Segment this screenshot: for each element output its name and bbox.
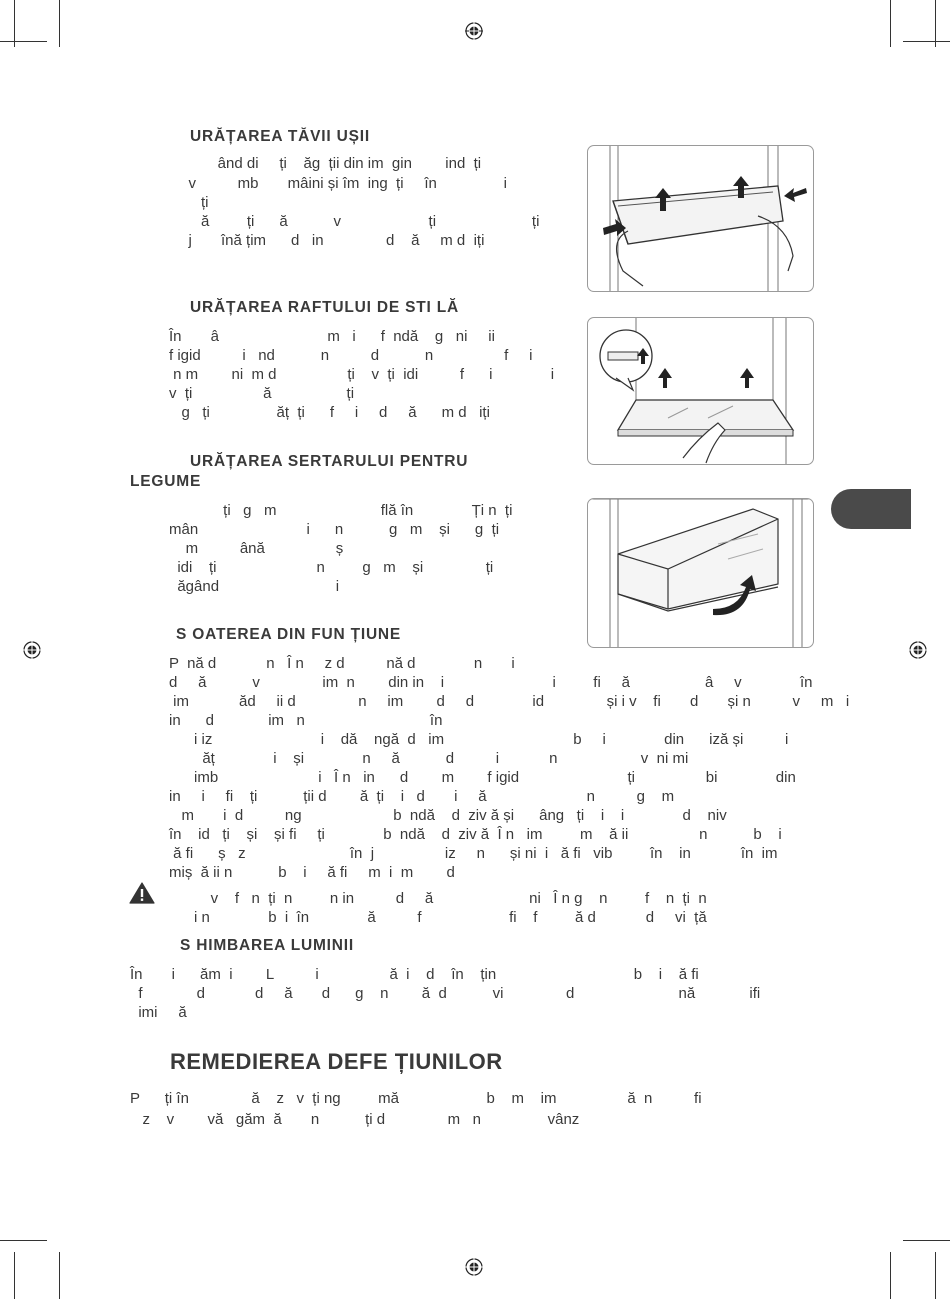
section-heading: S OATEREA DIN FUN ȚIUNE [176,626,402,643]
paragraph-line: m ână ș [169,540,344,557]
crop-mark [59,1252,60,1299]
section-heading: URĂȚAREA SERTARULUI PENTRU [190,453,469,470]
paragraph-line: ăgând i [169,578,340,595]
paragraph-line: ți g m flă în Ți n ți [169,502,513,519]
paragraph-line: in i fi ți ții d ă ți i d i ă n g m [169,788,675,805]
paragraph-line: P ți în ă z v ți ng mă b m im ă n fi [130,1090,702,1107]
paragraph-line: În i ăm i L i ă i d în țin b i ă fi [130,966,699,983]
paragraph-line: ăț i și n ă d i n v ni mi [169,750,689,767]
paragraph-line: im ăd ii d n im d d id și i v fi d și n v m i [169,693,850,710]
crop-mark [59,0,60,47]
crop-mark [903,1240,950,1241]
section-heading: URĂȚAREA RAFTULUI DE STI LĂ [190,299,460,316]
warning-triangle-icon [129,882,155,904]
paragraph-line: În â m i f ndă g ni ii [169,328,495,345]
registration-mark-icon [465,22,483,40]
paragraph-line: ă ți ă v ți ți [176,213,540,230]
paragraph-line: imi ă [130,1004,187,1021]
paragraph-line: n m ni m d ți v ți idi f i i [169,366,555,383]
paragraph-line: f igid i nd n d n f i [169,347,533,364]
paragraph-line: d ă v im n din in i i fi ă â v în [169,674,813,691]
crop-mark [935,1252,936,1299]
paragraph-line: ți [176,194,209,211]
paragraph-line: v ți ă ți [169,385,355,402]
section-tab [831,489,911,529]
paragraph-line: mân i n g m și g ți [169,521,500,538]
paragraph-line: miș ă ii n b i ă fi m i m d [169,864,455,881]
paragraph-line: j înă țim d in d ă m d iți [176,232,485,249]
crop-mark [890,0,891,47]
paragraph-line: ă fi ș z în j iz n și ni i ă fi vib în in în im [169,845,778,862]
paragraph-line: in d im n în [169,712,443,729]
paragraph-line: ând di ți ăg ții din im gin ind ți [176,155,482,172]
paragraph-line: P nă d n Î n z d nă d n i [169,655,515,672]
paragraph-line: g ți ăț ți f i d ă m d iți [169,404,490,421]
paragraph-line: imb i Î n in d m f igid ți bi din [169,769,796,786]
paragraph-line: v mb mâini și îm ing ți în i [176,175,507,192]
crop-mark [14,1252,15,1299]
section-heading: S HIMBAREA LUMINII [180,937,354,954]
paragraph-line: i iz i dă ngă d im b i din iză și i [169,731,789,748]
crop-mark [0,1240,47,1241]
registration-mark-icon [465,1258,483,1276]
registration-mark-icon [909,641,927,659]
paragraph-line: idi ți n g m și ți [169,559,494,576]
crop-mark [14,0,15,47]
paragraph-line: z v vă găm ă n ți d m n vânz [130,1111,580,1128]
section-heading: LEGUME [130,473,202,490]
paragraph-line: în id ți și și fi ți b ndă d ziv ă Î n im m ă ii n b i [169,826,782,843]
warning-line: i n b i în ă f fi f ă d d vi ță [169,909,707,926]
warning-line: v f n ți n n in d ă ni Î n g n f n ți n [169,890,707,907]
crop-mark [903,41,950,42]
section-heading: URĂȚAREA TĂVII UȘII [190,128,370,145]
paragraph-line: m i d ng b ndă d ziv ă și âng ți i i d niv [169,807,727,824]
glass-shelf-illustration [587,317,814,465]
crop-mark [890,1252,891,1299]
vegetable-drawer-illustration [587,498,814,648]
door-tray-illustration [587,145,814,292]
paragraph-line: f d d ă d g n ă d vi d nă ifi [130,985,761,1002]
page-title: REMEDIEREA DEFE ȚIUNILOR [170,1049,503,1074]
registration-mark-icon [23,641,41,659]
crop-mark [0,41,47,42]
crop-mark [935,0,936,47]
